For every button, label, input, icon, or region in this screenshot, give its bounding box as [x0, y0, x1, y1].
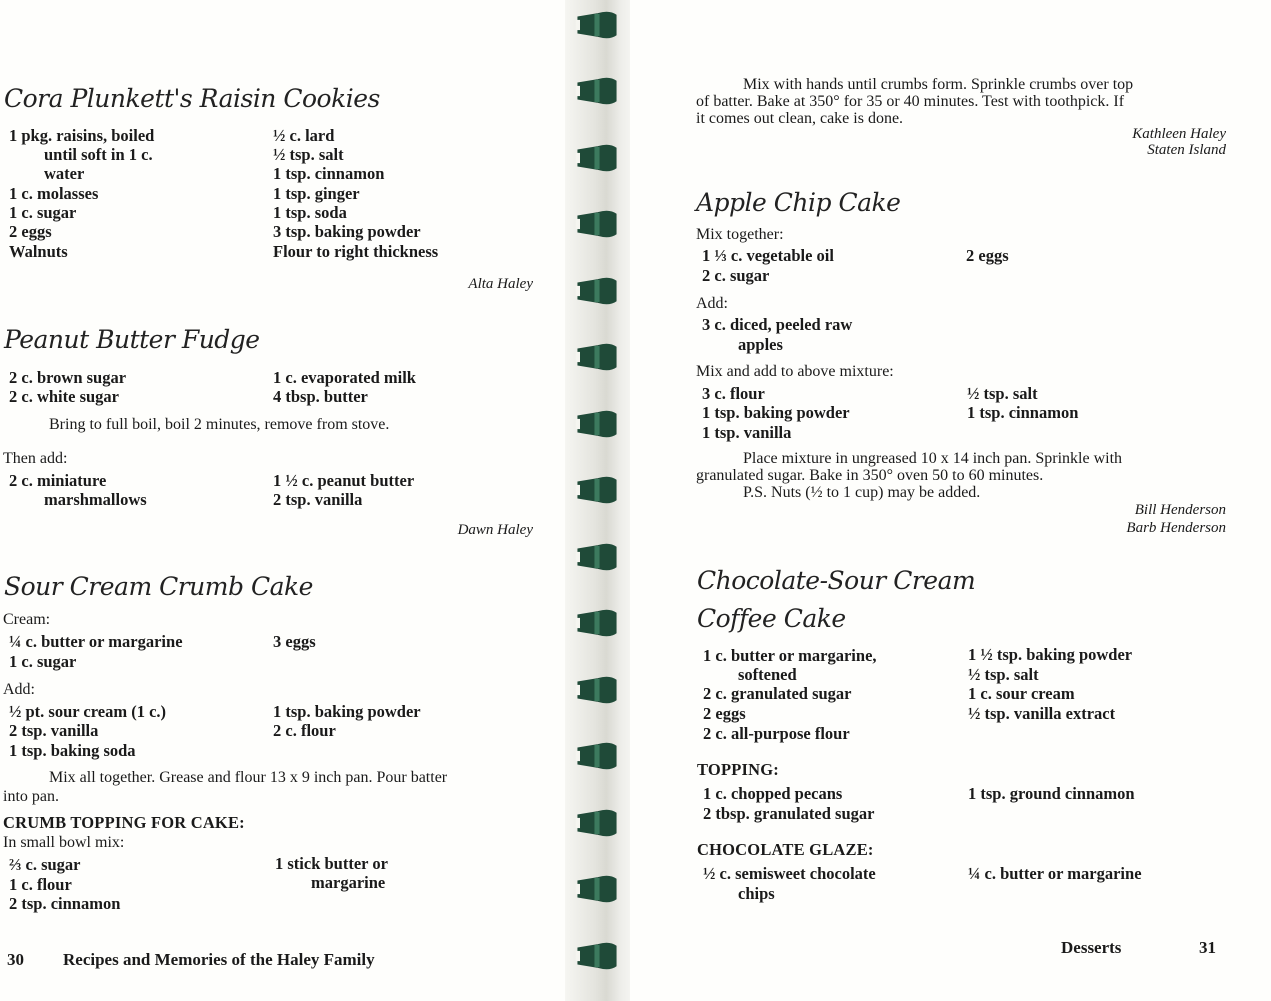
ingredient: 1 tsp. ground cinnamon: [968, 784, 1135, 803]
binding-coil: [572, 673, 622, 707]
binding-coil: [572, 141, 622, 175]
binding-coil: [572, 739, 622, 773]
ingredient: ½ c. lard: [273, 126, 335, 145]
ingredient: 1 c. chopped pecans: [703, 784, 843, 803]
step-label: Cream:: [3, 611, 51, 628]
recipe-author: Bill Henderson: [1134, 502, 1226, 518]
ingredient: 2 eggs: [966, 246, 1009, 265]
ingredient: ½ tsp. salt: [968, 665, 1039, 684]
ingredient: 2 c. sugar: [702, 266, 770, 285]
recipe-title-raisin-cookies: Cora Plunkett's Raisin Cookies: [4, 84, 380, 113]
ingredient: softened: [738, 665, 797, 684]
ingredient: 1 c. sugar: [9, 652, 77, 671]
binding-coil: [572, 872, 622, 906]
ingredient: 1 tsp. soda: [273, 203, 347, 222]
section-header: TOPPING:: [697, 760, 779, 779]
ingredient: 1 c. sugar: [9, 203, 77, 222]
ingredient: ¼ c. butter or margarine: [9, 632, 183, 651]
ingredient: 3 c. flour: [702, 384, 765, 403]
instruction: Place mixture in ungreased 10 x 14 inch pan. Sprinkle with: [743, 450, 1123, 467]
ingredient: until soft in 1 c.: [44, 145, 153, 164]
instruction: it comes out clean, cake is done.: [696, 110, 904, 127]
ingredient: 3 eggs: [273, 632, 316, 651]
ingredient: Walnuts: [9, 242, 68, 261]
ingredient: 2 c. brown sugar: [9, 368, 127, 387]
instruction: granulated sugar. Bake in 350° oven 50 to 60 minutes.: [696, 467, 1044, 484]
binding-coil: [572, 939, 622, 973]
ingredient: ⅔ c. sugar: [9, 855, 81, 874]
ingredient: ½ tsp. salt: [273, 145, 344, 164]
ingredient: 1 tsp. vanilla: [702, 423, 792, 442]
section-header: CRUMB TOPPING FOR CAKE:: [3, 813, 245, 832]
instruction: of batter. Bake at 350° for 35 or 40 minutes. Test with toothpick. If: [696, 93, 1125, 110]
ingredient: marshmallows: [44, 490, 147, 509]
binding-coil: [572, 806, 622, 840]
ingredient: 1 tsp. baking powder: [273, 702, 421, 721]
ingredient: 2 tsp. vanilla: [273, 490, 363, 509]
ingredient: 1 tsp. cinnamon: [967, 403, 1079, 422]
page-number: 31: [1199, 938, 1216, 957]
ingredient: 1 ⅓ c. vegetable oil: [702, 246, 834, 265]
ingredient: 2 c. all-purpose flour: [703, 724, 850, 743]
ingredient: 1 c. flour: [9, 875, 72, 894]
step-label: Add:: [3, 681, 35, 698]
ingredient: 2 c. white sugar: [9, 387, 119, 406]
ingredient: 4 tbsp. butter: [273, 387, 368, 406]
ingredient: apples: [738, 335, 783, 354]
ingredient: ½ tsp. vanilla extract: [968, 704, 1116, 723]
right-page: [630, 0, 1271, 1001]
ingredient: 2 tsp. vanilla: [9, 721, 99, 740]
ingredient: 2 tsp. cinnamon: [9, 894, 121, 913]
recipe-author: Barb Henderson: [1126, 520, 1226, 536]
ingredient: 1 tsp. baking soda: [9, 741, 136, 760]
ingredient: 1 stick butter or: [275, 854, 388, 873]
step-label: Mix and add to above mixture:: [696, 363, 894, 380]
binding-coil: [572, 473, 622, 507]
ingredient: 2 c. granulated sugar: [703, 684, 852, 703]
recipe-author: Kathleen Haley: [1132, 126, 1226, 142]
binding-coil: [572, 340, 622, 374]
ingredient: ¼ c. butter or margarine: [968, 864, 1142, 883]
step-label: Add:: [696, 295, 728, 312]
instruction: Mix all together. Grease and flour 13 x 9 inch pan. Pour batter: [49, 769, 448, 786]
ingredient: 1 ½ c. peanut butter: [273, 471, 415, 490]
ingredient: margarine: [311, 873, 386, 892]
ingredient: 2 tbsp. granulated sugar: [703, 804, 875, 823]
binding-coil: [572, 207, 622, 241]
recipe-location: Staten Island: [1147, 142, 1226, 158]
instruction: into pan.: [3, 788, 59, 805]
recipe-title-apple-chip-cake: Apple Chip Cake: [696, 188, 901, 217]
ingredient: 1 c. butter or margarine,: [703, 646, 877, 665]
instruction: Mix with hands until crumbs form. Sprinkle crumbs over top: [743, 76, 1134, 93]
ingredient: 1 c. sour cream: [968, 684, 1075, 703]
left-page: [0, 0, 575, 1001]
recipe-author: Alta Haley: [468, 276, 533, 292]
section-name: Desserts: [1061, 938, 1122, 957]
recipe-title-peanut-butter-fudge: Peanut Butter Fudge: [4, 325, 260, 354]
recipe-title-chocolate-sour-cream: Chocolate-Sour Cream: [697, 566, 976, 595]
binding-coil: [572, 274, 622, 308]
recipe-author: Dawn Haley: [457, 522, 533, 538]
ingredient: chips: [738, 884, 775, 903]
ingredient: 1 tsp. baking powder: [702, 403, 850, 422]
instruction: P.S. Nuts (½ to 1 cup) may be added.: [743, 484, 981, 501]
ingredient: 2 c. miniature: [9, 471, 107, 490]
ingredient: 2 eggs: [703, 704, 746, 723]
book-title: Recipes and Memories of the Haley Family: [63, 950, 375, 969]
ingredient: 1 c. evaporated milk: [273, 368, 416, 387]
binding-coil: [572, 74, 622, 108]
ingredient: ½ pt. sour cream (1 c.): [9, 702, 167, 721]
ingredient: 3 c. diced, peeled raw: [702, 315, 853, 334]
recipe-title-sour-cream-crumb-cake: Sour Cream Crumb Cake: [4, 572, 313, 601]
ingredient: 1 ½ tsp. baking powder: [968, 645, 1133, 664]
step-label: Then add:: [3, 450, 68, 467]
ingredient: 1 tsp. cinnamon: [273, 164, 385, 183]
ingredient: 2 eggs: [9, 222, 52, 241]
ingredient: ½ tsp. salt: [967, 384, 1038, 403]
ingredient: water: [44, 164, 85, 183]
step-label: Mix together:: [696, 226, 784, 243]
ingredient: 1 pkg. raisins, boiled: [9, 126, 155, 145]
binding-coil: [572, 540, 622, 574]
ingredient: 2 c. flour: [273, 721, 336, 740]
binding-coil: [572, 606, 622, 640]
ingredient: 1 c. molasses: [9, 184, 99, 203]
ingredient: 1 tsp. ginger: [273, 184, 360, 203]
binding-coil: [572, 8, 622, 42]
page-number: 30: [7, 950, 24, 969]
instruction: Bring to full boil, boil 2 minutes, remove from stove.: [49, 416, 390, 433]
section-header: CHOCOLATE GLAZE:: [697, 840, 874, 859]
step-label: In small bowl mix:: [3, 834, 125, 851]
ingredient: 3 tsp. baking powder: [273, 222, 421, 241]
ingredient: Flour to right thickness: [273, 242, 439, 261]
binding-coil: [572, 407, 622, 441]
ingredient: ½ c. semisweet chocolate: [703, 864, 876, 883]
recipe-title-coffee-cake: Coffee Cake: [697, 604, 846, 633]
